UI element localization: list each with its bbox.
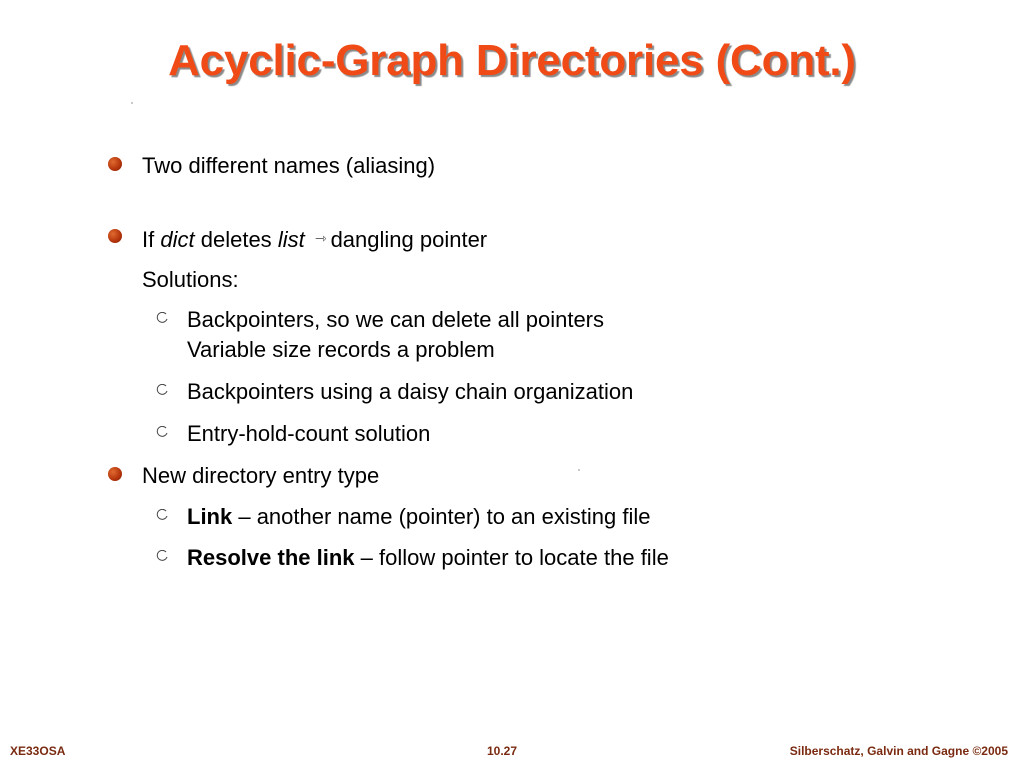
text-deletes: deletes <box>200 227 272 252</box>
sub-bullet-text: Backpointers using a daisy chain organization <box>187 379 634 404</box>
ring-bullet-icon <box>156 312 168 324</box>
term-link: Link <box>187 504 233 529</box>
bullet-icon <box>108 229 122 243</box>
footer-copyright: Silberschatz, Galvin and Gagne ©2005 <box>789 744 1008 758</box>
ring-bullet-icon <box>156 384 168 396</box>
ring-bullet-icon <box>156 509 168 521</box>
bullet-icon <box>108 467 122 481</box>
term-definition: – follow pointer to locate the file <box>354 545 669 570</box>
text-list: list <box>277 227 305 252</box>
sub-bullet-line: Backpointers, so we can delete all pointers <box>187 307 605 332</box>
footer-page-number: 10.27 <box>487 744 518 758</box>
decorative-dot <box>578 469 580 471</box>
arrow-icon: ⇾ <box>314 230 327 246</box>
sub-bullet-line: Variable size records a problem <box>187 337 495 362</box>
ring-bullet-icon <box>156 426 168 438</box>
solutions-label: Solutions: <box>142 267 239 292</box>
decorative-dot <box>131 102 133 104</box>
sub-bullet-text <box>187 543 669 573</box>
text-dict: dict <box>160 227 195 252</box>
term-definition: – another name (pointer) to an existing file <box>232 504 651 529</box>
text-dangling-pointer: dangling pointer <box>330 227 488 252</box>
term-resolve-link: Resolve the link <box>187 545 355 570</box>
sub-bullet-text <box>187 502 650 532</box>
footer-course-code: XE33OSA <box>10 744 66 758</box>
sub-bullet-text: Entry-hold-count solution <box>187 421 431 446</box>
bullet-text: New directory entry type <box>142 463 380 488</box>
bullet-icon <box>108 157 122 171</box>
sub-bullet-text <box>187 305 604 365</box>
bullet-text: Two different names (aliasing) <box>142 153 436 178</box>
bullet-text <box>142 225 487 253</box>
text-if: If <box>142 227 155 252</box>
ring-bullet-icon <box>156 550 168 562</box>
slide-title: Acyclic-Graph Directories (Cont.) <box>168 36 856 85</box>
